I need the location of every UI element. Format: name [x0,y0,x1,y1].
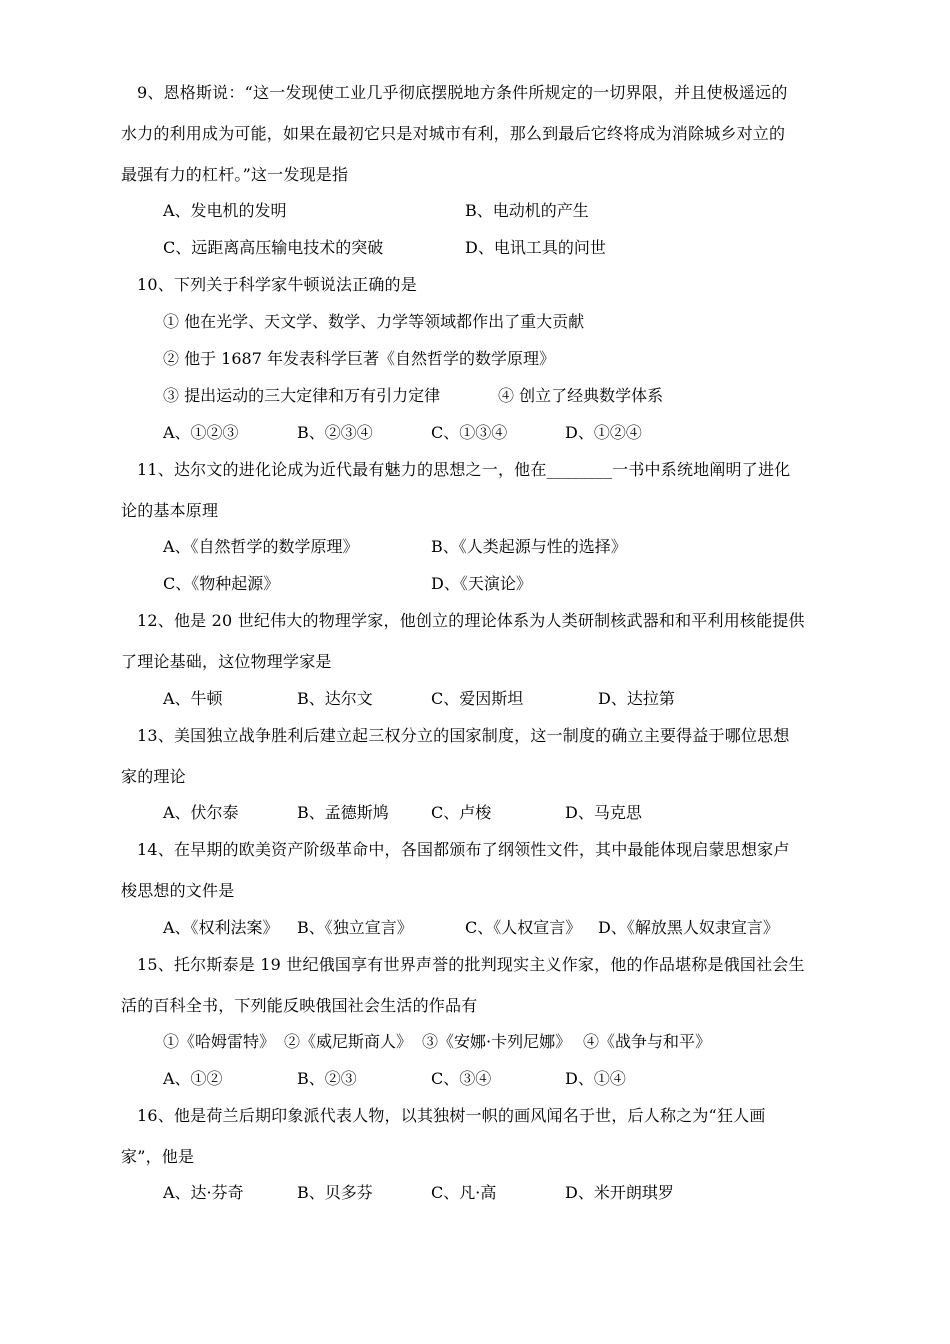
q10-statement-1: ① 他在光学、天文学、数学、力学等领域都作出了重大贡献 [163,312,585,331]
q9-stem-line-3: 最强有力的杠杆。”这一发现是指 [121,165,349,184]
q15-option-c: C、③④ [431,1069,492,1088]
q11-option-b: B、《人类起源与性的选择》 [431,537,627,556]
q14-option-b: B、《独立宣言》 [297,918,413,937]
q12-stem-line-2: 了理论基础，这位物理学家是 [121,652,332,671]
q11-stem-line-2: 论的基本原理 [121,501,219,520]
q15-option-a: A、①② [163,1069,223,1088]
q13-stem-line-1: 13、美国独立战争胜利后建立起三权分立的国家制度，这一制度的确立主要得益于哪位思想 [137,726,790,745]
q13-option-b: B、孟德斯鸠 [297,803,389,822]
q10-option-a: A、①②③ [163,423,239,442]
q12-option-a: A、牛顿 [163,689,223,708]
q13-option-c: C、卢梭 [431,803,492,822]
q16-option-c: C、凡·高 [431,1183,497,1202]
q14-stem-line-2: 梭思想的文件是 [121,881,235,900]
q11-stem-line-1: 11、达尔文的进化论成为近代最有魅力的思想之一，他在________一书中系统地阐明了进化 [137,460,791,479]
q12-option-b: B、达尔文 [297,689,373,708]
q11-option-c: C、《物种起源》 [163,574,280,593]
q9-option-a: A、发电机的发明 [163,201,287,220]
q12-option-c: C、爱因斯坦 [431,689,524,708]
q10-statement-3: ③ 提出运动的三大定律和万有引力定律 [163,386,441,405]
q9-option-b: B、电动机的产生 [465,201,589,220]
q15-option-b: B、②③ [297,1069,357,1088]
q16-option-d: D、米开朗琪罗 [565,1183,674,1202]
q15-statement-2: ②《威尼斯商人》 [284,1032,413,1051]
q14-stem-line-1: 14、在早期的欧美资产阶级革命中，各国都颁布了纲领性文件，其中最能体现启蒙思想家卢 [137,840,790,859]
q14-option-a: A、《权利法案》 [163,918,279,937]
q13-option-a: A、伏尔泰 [163,803,239,822]
q16-stem-line-1: 16、他是荷兰后期印象派代表人物，以其独树一帜的画风闻名于世，后人称之为“狂人画 [137,1106,766,1125]
q16-option-b: B、贝多芬 [297,1183,373,1202]
q9-option-c: C、远距离高压输电技术的突破 [163,238,384,257]
q16-option-a: A、达·芬奇 [163,1183,244,1202]
q14-option-c: C、《人权宣言》 [465,918,582,937]
q11-option-d: D、《天演论》 [431,574,532,593]
q11-option-a: A、《自然哲学的数学原理》 [163,537,359,556]
q12-stem-line-1: 12、他是 20 世纪伟大的物理学家，他创立的理论体系为人类研制核武器和和平利用核能提供 [137,611,805,630]
q15-stem-line-1: 15、托尔斯泰是 19 世纪俄国享有世界声誉的批判现实主义作家，他的作品堪称是俄国社会生 [137,955,805,974]
q15-stem-line-2: 活的百科全书，下列能反映俄国社会生活的作品有 [121,996,478,1015]
q9-option-d: D、电讯工具的问世 [465,238,606,257]
q10-stem: 10、下列关于科学家牛顿说法正确的是 [137,275,417,294]
q12-option-d: D、达拉第 [598,689,675,708]
q15-statement-3: ③《安娜·卡列尼娜》 [422,1032,572,1051]
q10-option-d: D、①②④ [565,423,642,442]
q14-option-d: D、《解放黑人奴隶宣言》 [598,918,779,937]
q13-stem-line-2: 家的理论 [121,767,186,786]
q10-option-b: B、②③④ [297,423,373,442]
q10-statement-2: ② 他于 1687 年发表科学巨著《自然哲学的数学原理》 [163,349,555,368]
q15-statement-4: ④《战争与和平》 [583,1032,712,1051]
q10-option-c: C、①③④ [431,423,508,442]
q10-statement-4: ④ 创立了经典数学体系 [498,386,664,405]
q15-option-d: D、①④ [565,1069,626,1088]
q16-stem-line-2: 家”，他是 [121,1147,195,1166]
q13-option-d: D、马克思 [565,803,642,822]
q15-statement-1: ①《哈姆雷特》 [163,1032,276,1051]
q9-stem-line-2: 水力的利用成为可能，如果在最初它只是对城市有利，那么到最后它终将成为消除城乡对立的 [121,124,786,143]
q9-stem-line-1: 9、恩格斯说：“这一发现使工业几乎彻底摆脱地方条件所规定的一切界限，并且使极遥远的 [137,83,788,102]
